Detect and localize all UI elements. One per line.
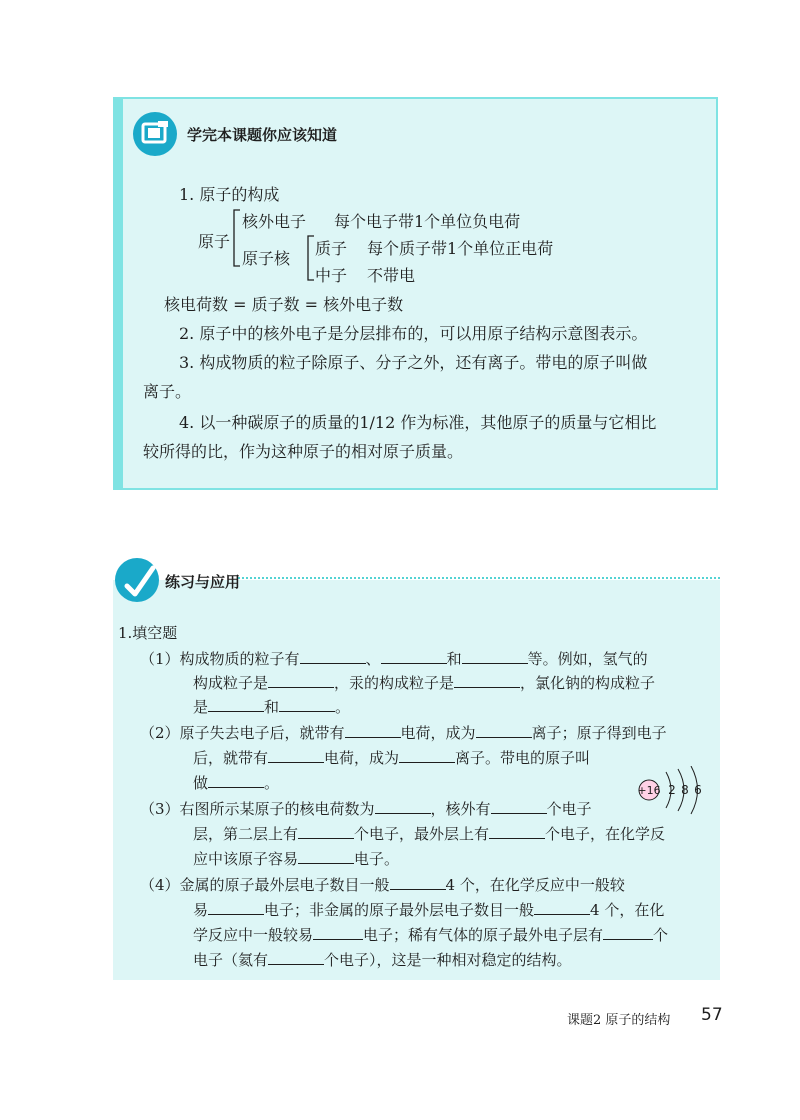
answer-blank[interactable] [390, 875, 446, 890]
q3-line2 [193, 823, 665, 844]
q4-text: 4 个，在化学反应中一般较 [445, 876, 625, 894]
answer-blank[interactable] [381, 649, 447, 664]
summary-title: 学完本课题你应该知道 [187, 126, 338, 144]
q3-line3 [193, 848, 399, 869]
q3-text: 层，第二层上有 [193, 825, 299, 843]
q2-text: 做 [193, 774, 209, 792]
answer-blank[interactable] [489, 824, 545, 839]
q4-line1 [140, 874, 625, 895]
q4-text: 电子；稀有气体的原子最外电子层有 [363, 926, 604, 944]
answer-blank[interactable] [375, 799, 431, 814]
charge-equation: 核电荷数 = 质子数 = 核外电子数 [164, 295, 404, 314]
q3-text: 个电子 [546, 800, 592, 818]
q2-text: 后，就带有 [193, 749, 269, 767]
q1-text: 、 [365, 650, 381, 668]
q1-text: 和 [446, 650, 462, 668]
q1-text: 等。例如，氢气的 [527, 650, 648, 668]
q4-text: 4 个，在化 [590, 901, 665, 919]
summary-item-3-line2: 离子。 [143, 382, 192, 401]
electron-label: 核外电子 [242, 212, 307, 231]
q1-text: ，汞的构成粒子是 [334, 674, 455, 692]
q1-line1 [140, 648, 648, 669]
shell-electron-count: 6 [694, 783, 702, 797]
q4-text: 电子（氦有 [193, 951, 269, 969]
q4-text: 电子；非金属的原子最外层电子数目一般 [264, 901, 535, 919]
answer-blank[interactable] [268, 748, 324, 763]
answer-blank[interactable] [208, 900, 264, 915]
q2-text: 。 [264, 774, 280, 792]
answer-blank[interactable] [208, 773, 264, 788]
answer-blank[interactable] [268, 673, 334, 688]
q2-text: （2）原子失去电子后，就带有 [140, 724, 345, 742]
answer-blank[interactable] [279, 697, 335, 712]
q4-line4 [193, 949, 572, 970]
q3-text: 个电子，最外层上有 [354, 825, 490, 843]
q1-text: 是 [193, 698, 209, 716]
section-footer: 课题2 原子的结构 [567, 1013, 671, 1028]
exercise-title-divider [238, 577, 720, 579]
answer-blank[interactable] [476, 723, 532, 738]
answer-blank[interactable] [603, 925, 653, 940]
summary-item-3-line1: 3. 构成物质的粒子除原子、分子之外，还有离子。带电的原子叫做 [179, 353, 648, 372]
shell-electron-count: 8 [681, 783, 689, 797]
q4-text: 学反应中一般较易 [193, 926, 314, 944]
summary-item-1: 1. 原子的构成 [179, 185, 280, 204]
neutron-label: 中子 [315, 266, 348, 285]
answer-blank[interactable] [208, 697, 264, 712]
answer-blank[interactable] [298, 824, 354, 839]
exercise-heading: 1.填空题 [118, 624, 178, 642]
q1-text: ，氯化钠的构成粒子 [520, 674, 656, 692]
answer-blank[interactable] [313, 925, 363, 940]
q1-line3 [193, 696, 350, 717]
answer-blank[interactable] [345, 723, 401, 738]
exercise-badge-icon [113, 556, 163, 604]
answer-blank[interactable] [298, 849, 354, 864]
q3-text: 应中该原子容易 [193, 850, 299, 868]
q2-text: 离子；原子得到电子 [531, 724, 667, 742]
atom-structure-diagram [636, 766, 716, 818]
q4-text: 个电子），这是一种相对稳定的结构。 [324, 951, 572, 969]
nucleus-label: 原子核 [242, 249, 291, 268]
q4-text: （4）金属的原子最外层电子数目一般 [140, 876, 390, 894]
answer-blank[interactable] [462, 649, 528, 664]
q4-text: 易 [193, 901, 209, 919]
answer-blank[interactable] [491, 799, 547, 814]
q1-text: 。 [335, 698, 351, 716]
q1-text: 和 [264, 698, 280, 716]
neutron-description: 不带电 [367, 266, 416, 285]
q3-line1 [140, 798, 592, 819]
q3-text: 电子。 [354, 850, 400, 868]
q4-text: 个 [653, 926, 669, 944]
atom-brace [230, 208, 242, 270]
summary-item-4-line2: 较所得的比，作为这种原子的相对原子质量。 [143, 442, 464, 461]
q4-line3 [193, 924, 668, 945]
q2-text: 电荷，成为 [400, 724, 476, 742]
q1-text: 构成粒子是 [193, 674, 269, 692]
q2-line1 [140, 722, 667, 743]
shell-electron-count: 2 [668, 783, 676, 797]
q2-text: 电荷，成为 [324, 749, 400, 767]
q3-text: 个电子，在化学反 [545, 825, 666, 843]
q2-line3 [193, 772, 279, 793]
q4-line2 [193, 899, 664, 920]
q2-text: 离子。带电的原子叫 [455, 749, 591, 767]
q3-text: ，核外有 [430, 800, 491, 818]
q1-text: （1）构成物质的粒子有 [140, 650, 300, 668]
q3-text: （3）右图所示某原子的核电荷数为 [140, 800, 375, 818]
q1-line2 [193, 672, 655, 693]
page-number: 57 [701, 1005, 723, 1025]
electron-description: 每个电子带1个单位负电荷 [334, 212, 521, 231]
q2-line2 [193, 747, 590, 768]
nucleus-charge: +16 [637, 784, 661, 797]
proton-label: 质子 [315, 239, 348, 258]
answer-blank[interactable] [300, 649, 366, 664]
answer-blank[interactable] [399, 748, 455, 763]
answer-blank[interactable] [534, 900, 590, 915]
summary-item-2: 2. 原子中的核外电子是分层排布的，可以用原子结构示意图表示。 [179, 324, 648, 343]
summary-badge-icon [132, 111, 178, 157]
proton-description: 每个质子带1个单位正电荷 [367, 239, 554, 258]
summary-item-4-line1: 4. 以一种碳原子的质量的1/12 作为标准，其他原子的质量与它相比 [179, 413, 657, 432]
exercise-title: 练习与应用 [165, 573, 241, 591]
answer-blank[interactable] [268, 950, 324, 965]
atom-label: 原子 [198, 232, 231, 251]
answer-blank[interactable] [454, 673, 520, 688]
